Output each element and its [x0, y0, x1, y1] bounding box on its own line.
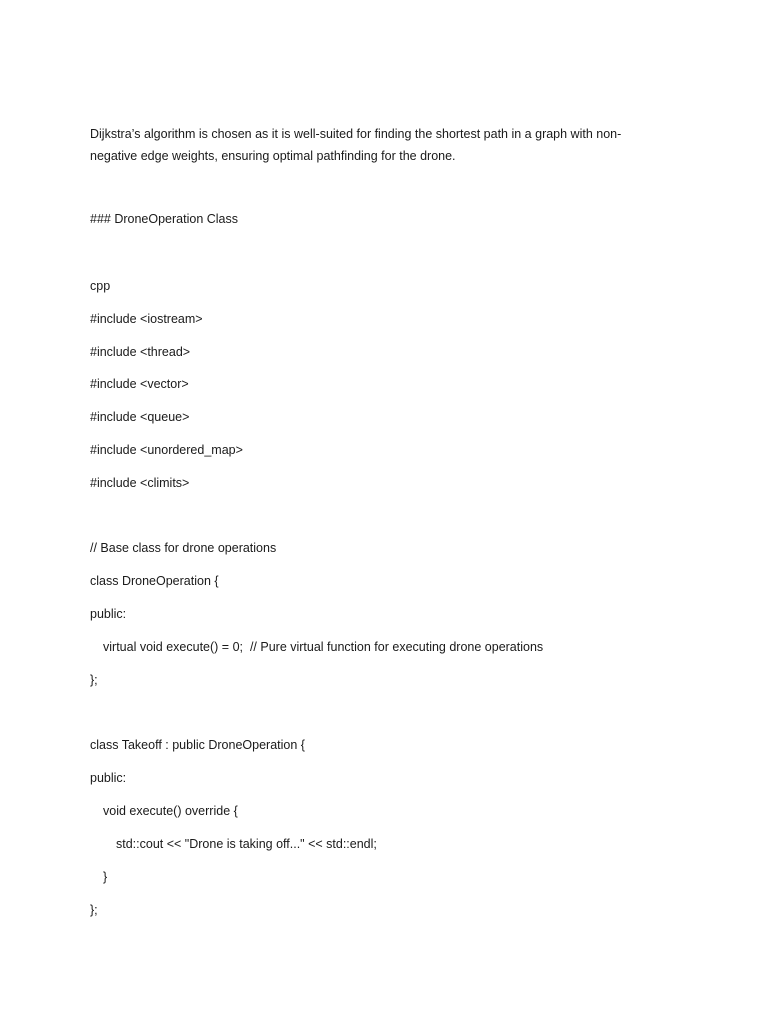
- code-language-label: cpp: [90, 279, 111, 293]
- intro-paragraph: [90, 123, 621, 167]
- code-line: #include <queue>: [90, 410, 190, 424]
- code-line: };: [90, 903, 98, 917]
- code-line: public:: [90, 771, 127, 785]
- section-heading: ### DroneOperation Class: [90, 212, 238, 226]
- code-line: #include <thread>: [90, 345, 191, 359]
- code-comment: // Base class for drone operations: [90, 541, 277, 555]
- code-line: public:: [90, 607, 127, 621]
- paragraph-line: negative edge weights, ensuring optimal pathfinding for the drone.: [90, 149, 456, 163]
- code-line: class DroneOperation {: [90, 574, 219, 588]
- code-line: }: [103, 870, 108, 884]
- code-line: class Takeoff : public DroneOperation {: [90, 738, 305, 752]
- code-line: std::cout << "Drone is taking off..." << std::endl;: [116, 837, 377, 851]
- code-line: #include <vector>: [90, 377, 189, 391]
- code-line: #include <climits>: [90, 476, 190, 490]
- paragraph-line: Dijkstra’s algorithm is chosen as it is well-suited for finding the shortest path in a graph with non-: [90, 127, 622, 141]
- code-line: virtual void execute() = 0; // Pure virtual function for executing drone operations: [103, 640, 544, 654]
- code-line: #include <unordered_map>: [90, 443, 243, 457]
- code-line: void execute() override {: [103, 804, 238, 818]
- code-line: #include <iostream>: [90, 312, 203, 326]
- code-line: };: [90, 673, 98, 687]
